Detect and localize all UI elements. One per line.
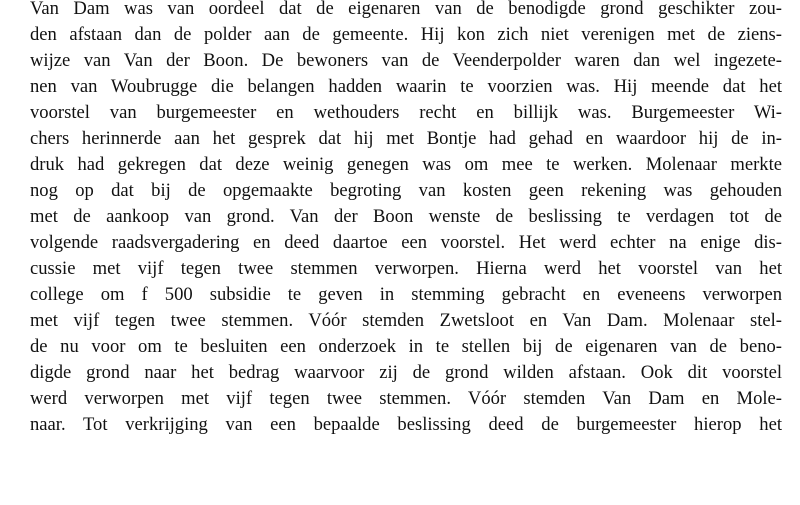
text-line: druk had gekregen dat deze weinig genegen was om mee te werken. Molenaar merkte [30, 154, 782, 175]
text-line: voorstel van burgemeester en wethouders recht en billijk was. Burgemeester Wi- [30, 102, 782, 123]
text-line: cussie met vijf tegen twee stemmen verworpen. Hierna werd het voorstel van het [30, 258, 782, 279]
text-line: wijze van Van der Boon. De bewoners van de Veenderpolder waren dan wel ingezete- [30, 50, 782, 71]
text-line: nen van Woubrugge die belangen hadden waarin te voorzien was. Hij meende dat het [30, 76, 782, 97]
text-line: den afstaan dan de polder aan de gemeente. Hij kon zich niet verenigen met de ziens- [30, 24, 782, 45]
body-text [30, 0, 782, 438]
text-line: met de aankoop van grond. Van der Boon wenste de beslissing te verdagen tot de [30, 206, 782, 227]
text-line: nog op dat bij de opgemaakte begroting van kosten geen rekening was gehouden [30, 180, 782, 201]
text-line: Van Dam was van oordeel dat de eigenaren van de benodigde grond geschikter zou- [30, 0, 782, 19]
text-line: college om f 500 subsidie te geven in stemming gebracht en eveneens verworpen [30, 284, 782, 305]
text-line: chers herinnerde aan het gesprek dat hij met Bontje had gehad en waardoor hij de in- [30, 128, 782, 149]
text-line: naar. Tot verkrijging van een bepaalde beslissing deed de burgemeester hierop het [30, 414, 782, 435]
text-line: digde grond naar het bedrag waarvoor zij de grond wilden afstaan. Ook dit voorstel [30, 362, 782, 383]
text-line: werd verworpen met vijf tegen twee stemmen. Vóór stemden Van Dam en Mole- [30, 388, 782, 409]
text-line: met vijf tegen twee stemmen. Vóór stemden Zwetsloot en Van Dam. Molenaar stel- [30, 310, 782, 331]
text-line: de nu voor om te besluiten een onderzoek in te stellen bij de eigenaren van de beno- [30, 336, 782, 357]
text-line: volgende raadsvergadering en deed daartoe een voorstel. Het werd echter na enige dis- [30, 232, 782, 253]
